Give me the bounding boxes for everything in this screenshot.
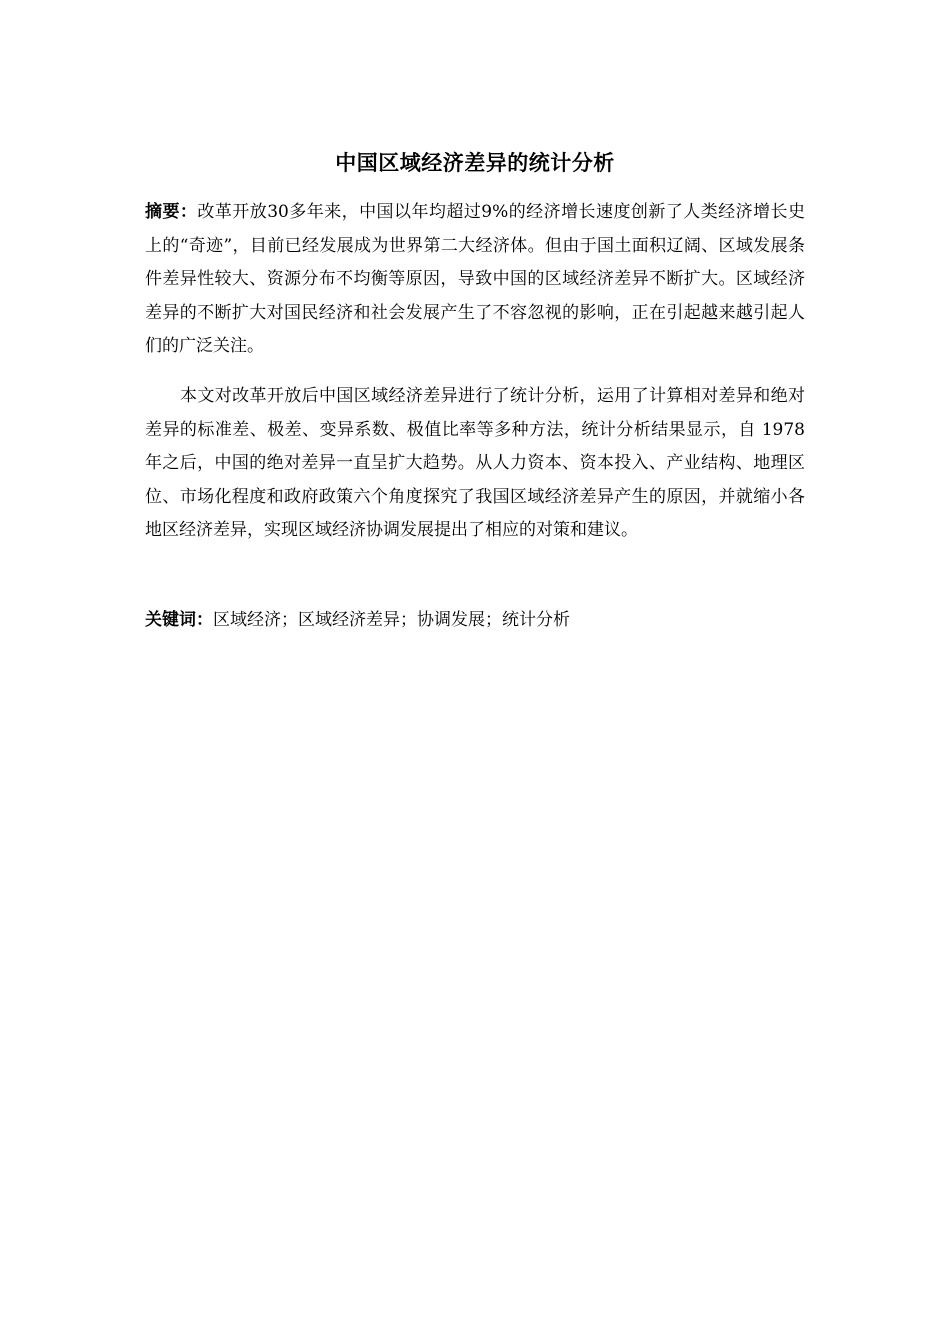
keywords-text: 区域经济；区域经济差异；协调发展；统计分析 <box>213 610 570 630</box>
keywords-label: 关键词： <box>145 610 213 630</box>
keywords-line <box>145 604 805 638</box>
abstract-paragraph-2: 本文对改革开放后中国区域经济差异进行了统计分析，运用了计算相对差异和绝对差异的标准差、极差、变异系数、极值比率等多种方法，统计分析结果显示，自 1978年之后，中国的绝对差异一直呈扩大趋势。从人力资本、资本投入、产业结构、地理区位、市场化程度和政府政策六个角度探究了我国区域经济差异产生的原因，并就缩小各地区经济差异，实现区域经济协调发展提出了相应的对策和建议。 <box>145 386 805 540</box>
abstract-paragraph <box>145 196 805 364</box>
abstract-text: 改革开放30多年来，中国以年均超过9%的经济增长速度创新了人类经济增长史上的“奇迹”，目前已经发展成为世界第二大经济体。但由于国土面积辽阔、区域发展条件差异性较大、资源分布不均衡等原因，导致中国的区域经济差异不断扩大。区域经济差异的不断扩大对国民经济和社会发展产生了不容忽视的影响，正在引起越来越引起人们的广泛关注。 <box>145 202 805 356</box>
abstract-label: 摘要： <box>145 202 198 222</box>
document-title: 中国区域经济差异的统计分析 <box>335 151 615 175</box>
